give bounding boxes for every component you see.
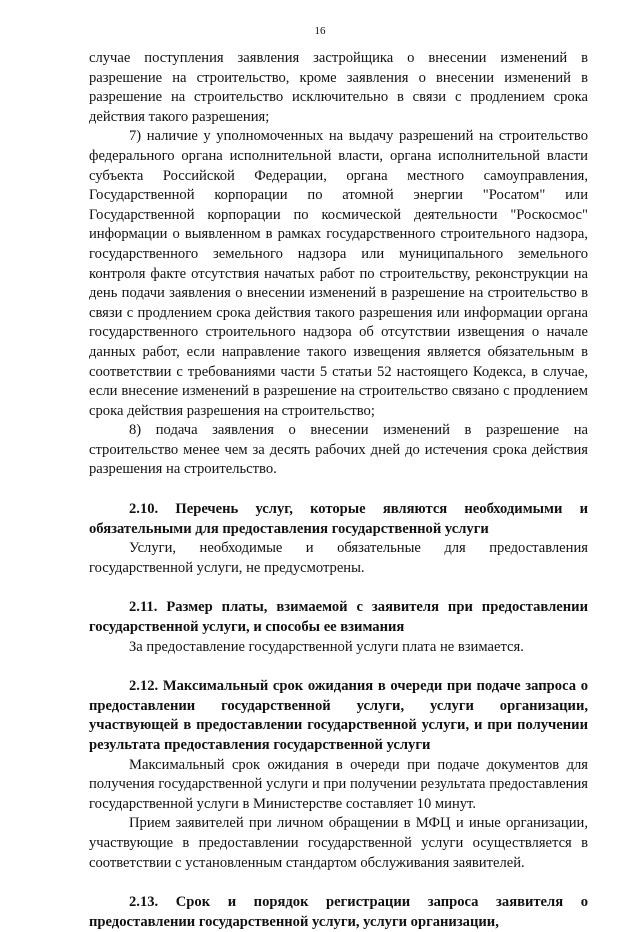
section-text-2-12-reception: Прием заявителей при личном обращении в МФЦ и иные организации, участвующие в предоставлении государственной услуги осуществляется в соответствии с установленным стандартом обслуживания заявителей. — [89, 815, 588, 871]
paragraph-item-7: 7) наличие у уполномоченных на выдачу разрешений на строительство федерального органа исполнительной власти, органа исполнительной власти субъекта Российской Федерации, органа местного самоуправления, Государственной корпорации по атомной энергии "Росатом" или Государственной корпорации по космической деятельности "Роскосмос" информации о выявленном в рамках государственного строительного надзора, государственного земельного надзора или муниципального земельного контроля факте отсутствия начатых работ по строительству, реконструкции на день подачи заявления о внесении изменений в разрешение на строительство в связи с продлением срока действия такого разрешения или информации органа государственного строительного надзора об отсутствии извещения о начале данных работ, если направление такого извещения является обязательным в соответствии с требованиями части 5 статьи 52 настоящего Кодекса, в случае, если внесение изменений в разрешение на строительство связано с продлением срока действия разрешения на строительство; — [89, 128, 588, 419]
document-body — [89, 49, 588, 932]
section-heading-2-12: 2.12. Максимальный срок ожидания в очереди при подаче запроса о предоставлении государственной услуги, услуги организации, участвующей в предоставлении государственной услуги, и при получении результата предоставления государственной услуги — [89, 678, 588, 753]
page-number: 16 — [314, 25, 326, 37]
section-heading-2-13: 2.13. Срок и порядок регистрации запроса заявителя о предоставлении государственной услуги, услуги организации, — [89, 894, 588, 930]
section-heading-2-10: 2.10. Перечень услуг, которые являются необходимыми и обязательными для предоставления государственной услуги — [89, 501, 588, 537]
section-heading-2-11: 2.11. Размер платы, взимаемой с заявителя при предоставлении государственной услуги, и способы ее взимания — [89, 599, 588, 636]
section-text-2-10: Услуги, необходимые и обязательные для предоставления государственной услуги, не предусмотрены. — [89, 540, 588, 576]
section-text-2-12-wait-time: Максимальный срок ожидания в очереди при подаче документов для получения государственной услуги и при получении результата предоставления государственной услуги в Министерстве составляет 10 минут. — [89, 756, 588, 812]
section-text-2-11: За предоставление государственной услуги плата не взимается. — [129, 638, 524, 655]
paragraph-continuation: случае поступления заявления застройщика о внесении изменений в разрешение на строительство, кроме заявления о внесении изменений в разрешение на строительство исключительно в связи с продлением срока действия такого разрешения; — [89, 50, 588, 125]
paragraph-item-8: 8) подача заявления о внесении изменений в разрешение на строительство менее чем за десять рабочих дней до истечения срока действия разрешения на строительство. — [89, 422, 588, 478]
